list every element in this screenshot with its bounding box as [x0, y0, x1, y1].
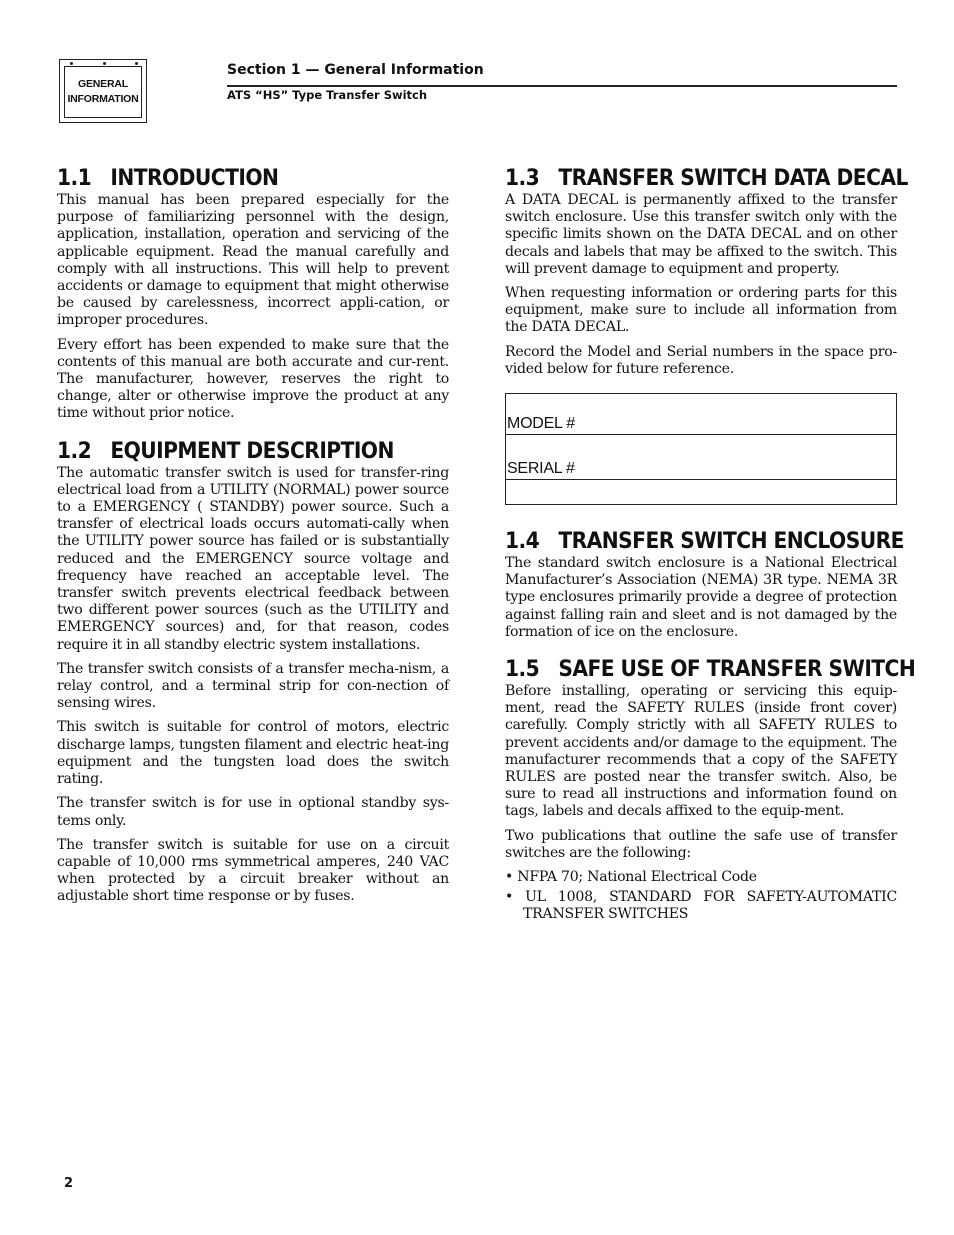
- section-title: EQUIPMENT DESCRIPTION: [110, 438, 394, 464]
- section-number: 1.2: [57, 438, 92, 464]
- model-serial-record-box: [505, 393, 897, 505]
- general-information-badge: [59, 59, 147, 123]
- section-number: 1.5: [505, 657, 540, 683]
- left-column: [57, 166, 449, 922]
- model-number-field[interactable]: MODEL #: [506, 414, 896, 435]
- paragraph: This manual has been prepared especially for the purpose of familiarizing personnel with the design, application, installation, operation and servicing of the applicable equipment. Read the manual carefully and comply with all instructions. This will help to prevent accidents or damage to equipment that might otherwise be caused by carelessness, incorrect appli-cation, or improper procedures.: [57, 192, 449, 329]
- rivet-icon: [70, 62, 73, 65]
- paragraph: Before installing, operating or servicing this equip-ment, read the SAFETY RULES (inside front cover) carefully. Comply strictly with all SAFETY RULES to prevent accidents and/or damage to the equipment. The manufacturer recommends that a copy of the SAFETY RULES are posted near the transfer switch. Also, be sure to read all instructions and information found on tags, labels and decals affixed to the equip-ment.: [505, 683, 897, 820]
- section-enclosure: [505, 529, 904, 641]
- badge-label: [64, 66, 142, 118]
- section-equipment-description: [57, 439, 449, 906]
- section-header: Section 1 — General Information: [227, 62, 484, 78]
- paragraph: The transfer switch is suitable for use on a circuit capable of 10,000 rms symmetrical amperes, 240 VAC when protected by a circuit breaker without an adjustable short time response or by fuses.: [57, 836, 449, 905]
- paragraph: The transfer switch consists of a transfer mecha-nism, a relay control, and a terminal strip for con-nection of sensing wires.: [57, 660, 449, 712]
- paragraph: The automatic transfer switch is used for transfer-ring electrical load from a UTILITY (NORMAL) power source to a EMERGENCY ( STANDBY) power source. Such a transfer of electrical loads occurs automati-cally when the UTILITY power source has failed or is substantially reduced and the EMERGENCY source voltage and frequency have reached an acceptable level. The transfer switch prevents electrical feedback between two different power sources (such as the UTILITY and EMERGENCY sources) and, for that reason, codes require it in all standby electric system installations.: [57, 464, 449, 653]
- publication-list: [505, 869, 897, 924]
- section-number: 1.3: [505, 166, 540, 191]
- list-item: • NFPA 70; National Electrical Code: [505, 869, 757, 886]
- header-subtitle: ATS “HS” Type Transfer Switch: [227, 88, 428, 102]
- paragraph: The transfer switch is for use in optional standby sys-tems only.: [57, 795, 449, 829]
- list-item: • UL 1008, STANDARD FOR SAFETY-AUTOMATIC TRANSFER SWITCHES: [505, 889, 897, 923]
- section-heading: [57, 166, 418, 192]
- rivet-icon: [135, 62, 138, 65]
- badge-line-2: INFORMATION: [67, 93, 139, 105]
- paragraph: This switch is suitable for control of motors, electric discharge lamps, tungsten filament and electric heat-ing equipment and the tungsten load does the switch rating.: [57, 719, 449, 788]
- section-title: INTRODUCTION: [110, 166, 279, 191]
- paragraph: When requesting information or ordering parts for this equipment, make sure to include all information from the DATA DECAL.: [505, 285, 897, 336]
- section-title: TRANSFER SWITCH ENCLOSURE: [558, 529, 904, 555]
- section-heading: [505, 657, 916, 683]
- serial-number-field[interactable]: SERIAL #: [506, 459, 896, 480]
- paragraph: Two publications that outline the safe use of transfer switches are the following:: [505, 827, 897, 861]
- section-heading: [505, 166, 908, 192]
- page-number: 2: [64, 1176, 74, 1191]
- paragraph: Every effort has been expended to make sure that the contents of this manual are both accurate and cur-rent. The manufacturer, however, reserves the right to change, alter or otherwise improve the product at any time without prior notice.: [57, 336, 449, 422]
- right-column: [505, 166, 916, 940]
- section-heading: [505, 529, 904, 555]
- badge-line-1: GENERAL: [78, 78, 128, 90]
- section-safe-use: [505, 657, 916, 924]
- paragraph: The standard switch enclosure is a National Electrical Manufacturer’s Association (NEMA) 3R type. NEMA 3R type enclosures primarily provide a degree of protection against falling rain and sleet and is not damaged by the formation of ice on the enclosure.: [505, 555, 897, 640]
- section-title: TRANSFER SWITCH DATA DECAL: [558, 166, 908, 191]
- header-rule: [227, 85, 897, 87]
- rivet-icon: [103, 62, 106, 65]
- section-data-decal: [505, 166, 908, 378]
- section-heading: [57, 439, 418, 465]
- paragraph: A DATA DECAL is permanently affixed to the transfer switch enclosure. Use this transfer switch only with the specific limits shown on the DATA DECAL and on other decals and labels that may be affixed to the switch. This will prevent damage to equipment and property.: [505, 192, 897, 277]
- section-title: SAFE USE OF TRANSFER SWITCH: [558, 657, 916, 683]
- section-introduction: [57, 166, 449, 423]
- section-number: 1.4: [505, 529, 540, 555]
- section-number: 1.1: [57, 166, 92, 191]
- paragraph: Record the Model and Serial numbers in the space pro-vided below for future reference.: [505, 343, 897, 377]
